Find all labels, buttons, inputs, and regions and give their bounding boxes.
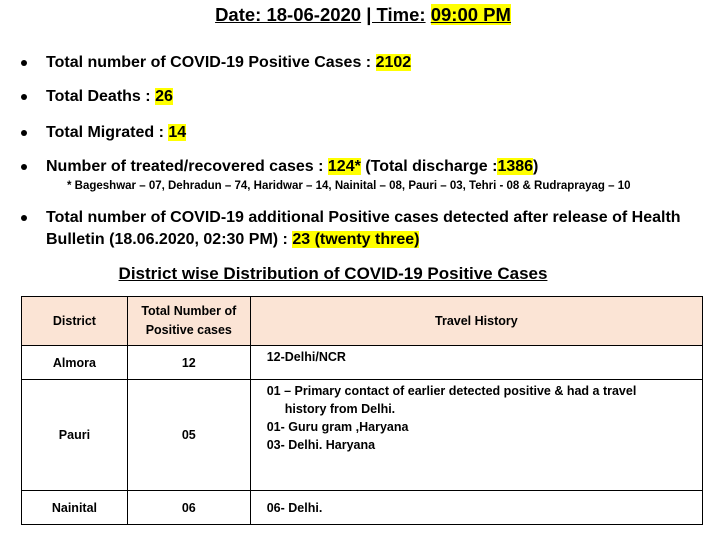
bullet-total-cases: [21, 52, 411, 74]
discharge-open: (Total discharge :: [365, 158, 498, 175]
table-row: [22, 491, 703, 525]
count-cell: 12: [127, 346, 250, 380]
travel-line: 12-Delhi/NCR: [266, 350, 346, 364]
district-cell: Almora: [22, 346, 128, 380]
count-cell: 06: [127, 491, 250, 525]
bullet-dot-icon: [21, 215, 27, 221]
travel-cell: [250, 380, 702, 491]
bullet-total-migrated: [21, 122, 186, 144]
district-recovery-footnote: * Bageshwar – 07, Dehradun – 74, Haridwar – 14, Nainital – 08, Pauri – 03, Tehri - 08 & Rudraprayag – 10: [67, 180, 631, 192]
discharge-value: 1386: [497, 158, 534, 175]
district-cell: Pauri: [22, 380, 128, 491]
travel-line: 01- Guru gram ,Haryana: [266, 420, 409, 434]
table-row: [22, 380, 703, 491]
travel-cell: [250, 346, 702, 380]
bulletin-header: [0, 4, 726, 26]
migrated-label: Total Migrated :: [46, 124, 164, 141]
additional-line-2: Bulletin (18.06.2020, 02:30 PM) :: [46, 231, 288, 248]
bullet-dot-icon: [21, 130, 27, 136]
travel-cell: [250, 491, 702, 525]
deaths-value: 26: [155, 88, 173, 105]
discharge-close: ): [533, 158, 539, 175]
bullet-total-deaths: [21, 86, 173, 108]
count-cell: 05: [127, 380, 250, 491]
bullet-additional-cases: [21, 207, 711, 251]
header-district: District: [22, 297, 128, 346]
additional-line-1: Total number of COVID-19 additional Positive cases detected after release of Health: [46, 209, 681, 226]
table-row: [22, 346, 703, 380]
total-cases-label: Total number of COVID-19 Positive Cases :: [46, 54, 372, 71]
bulletin-time: 09:00 PM: [430, 4, 511, 25]
treated-label: Number of treated/recovered cases :: [46, 158, 324, 175]
header-travel-history: Travel History: [250, 297, 702, 346]
bullet-dot-icon: [21, 94, 27, 100]
migrated-value: 14: [168, 124, 187, 141]
time-label: | Time:: [366, 4, 426, 25]
travel-line: 01 – Primary contact of earlier detected positive & had a travel: [266, 384, 637, 398]
district-cell: Nainital: [22, 491, 128, 525]
header-total-cases: [127, 297, 250, 346]
travel-line: 06- Delhi.: [266, 500, 323, 515]
bullet-dot-icon: [21, 60, 27, 66]
total-cases-value: 2102: [375, 54, 412, 71]
district-table-title: District wise Distribution of COVID-19 Positive Cases: [118, 264, 548, 283]
travel-line: history from Delhi.: [284, 402, 396, 416]
treated-value: 124*: [327, 158, 361, 175]
bullet-treated: [21, 156, 538, 178]
deaths-label: Total Deaths :: [46, 88, 151, 105]
header-total-line-1: Total Number of: [141, 304, 237, 318]
header-total-line-2: Positive cases: [145, 323, 232, 337]
bullet-dot-icon: [21, 164, 27, 170]
bulletin-date: Date: 18-06-2020: [215, 4, 362, 25]
table-header-row: [22, 297, 703, 346]
additional-value: 23 (twenty three): [292, 231, 420, 248]
travel-line: 03- Delhi. Haryana: [266, 438, 376, 452]
district-distribution-table: [21, 296, 703, 525]
